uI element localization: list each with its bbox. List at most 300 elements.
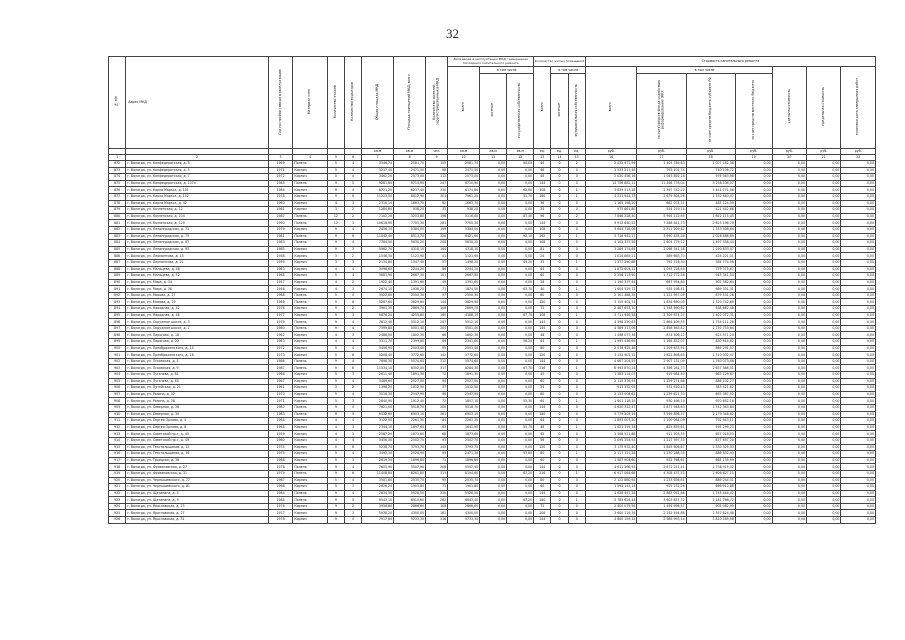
table-cell: 196 [426,213,448,220]
table-cell: 0,00 [735,484,772,491]
table-cell: 5512,10 [394,319,426,326]
table-row [109,385,876,392]
table-cell: 7705,30 [394,220,426,227]
table-cell: 216 [534,470,551,477]
table-cell: 0 [568,484,585,491]
table-cell: 0 [551,174,568,181]
table-cell: 0 [551,226,568,233]
table-cell: 595 299,73 [686,424,735,431]
table-cell: 1891,30 [394,372,426,379]
table-cell: 0,00 [772,517,806,524]
table-cell: 9 [327,404,344,411]
table-cell: 2527,00 [448,378,480,385]
table-cell: 0,00 [735,246,772,253]
table-cell: 1 [568,339,585,346]
table-cell: 0,00 [772,385,806,392]
table-cell: 873 [109,167,126,174]
address-cell: г. Вологда, ул. Северная, д. 26 [126,404,269,411]
table-cell: 36 [534,200,551,207]
table-cell: Кирпич [293,444,327,451]
table-cell: 9 [327,470,344,477]
table-cell: 2527,00 [394,378,426,385]
table-cell: 1970 [268,391,293,398]
table-row [109,378,876,385]
table-cell: 3 289 174,65 [585,246,637,253]
table-cell: 48 [534,424,551,431]
table-cell: 0,00 [735,193,772,200]
table-cell: 0,00 [735,312,772,319]
table-cell: 0 [551,306,568,313]
table-cell: 0,00 [480,312,507,319]
table-cell: 2471,50 [448,167,480,174]
table-cell: 1973 [268,352,293,359]
table-cell: 0 [568,372,585,379]
table-cell: 1498,20 [448,259,480,266]
table-cell: 0,00 [735,418,772,425]
table-cell: 95 [426,345,448,352]
table-cell: 926 [109,517,126,524]
table-cell: 2 625 198,79 [686,220,735,227]
address-cell: г. Вологда, ул. Мохова, д. 27 [126,292,269,299]
table-cell: 0,00 [807,490,841,497]
table-cell: 6910,60 [394,497,426,504]
table-cell: 0,00 [480,226,507,233]
table-cell: 0,00 [772,339,806,346]
table-cell: 0,00 [807,306,841,313]
table-cell: 3546,70 [362,161,394,168]
table-cell: 0,00 [772,345,806,352]
table-cell: 4 [344,226,361,233]
table-cell: 3 711 946,58 [585,312,637,319]
table-cell: 920 [109,477,126,484]
table-cell: 0,00 [807,180,841,187]
table-cell: 144 [534,180,551,187]
table-cell: 0,00 [807,378,841,385]
page-number: 32 [446,26,459,41]
table-cell: 0 [551,266,568,273]
table-cell: Кирпич [293,306,327,313]
table-cell: 180 [534,497,551,504]
table-cell: 0,00 [480,325,507,332]
table-cell: 0,00 [807,325,841,332]
table-cell: 46 [534,161,551,168]
table-cell: 5574,60 [448,358,480,365]
table-cell: 1 239 621,10 [637,391,686,398]
table-cell: 5733,30 [448,517,480,524]
table-cell: 0,00 [772,187,806,194]
table-cell: 5 [327,372,344,379]
table-cell: 9 [327,358,344,365]
table-cell: 3098,60 [362,266,394,273]
table-cell: 0,00 [772,418,806,425]
table-row [109,510,876,517]
table-cell: 4 [327,424,344,431]
table-cell: 901 [109,352,126,359]
address-cell: г. Вологда, ул. Ленинградская, д. 71 [126,226,269,233]
table-cell: 0,00 [735,503,772,510]
table-cell: 108 [426,503,448,510]
table-cell: 9 [327,464,344,471]
table-cell: 1 164 832,07 [637,339,686,346]
table-cell: 262 [426,497,448,504]
table-cell: 883 [109,233,126,240]
table-cell: 2 020 456,16 [585,174,637,181]
table-cell: 4 [344,418,361,425]
table-cell: Кирпич [293,510,327,517]
table-cell: 0,00 [735,279,772,286]
table-cell: 0,00 [507,167,534,174]
table-cell: 0 [568,378,585,385]
table-cell: 0,00 [841,418,876,425]
header-wall: Материал стен [293,57,327,149]
table-cell: 0,00 [735,477,772,484]
table-cell: 2 028 486,89 [686,233,735,240]
table-cell: 0,00 [507,266,534,273]
column-number-cell: 22 [841,155,876,161]
table-cell: 0,00 [772,200,806,207]
table-cell: 3 [327,207,344,214]
header-col-g: за счет средств бюджета субъекта РФ [686,74,735,149]
table-cell: Кирпич [293,457,327,464]
table-cell: 4 308 437,53 [637,470,686,477]
table-cell: 1 190 337,44 [585,279,637,286]
table-row [109,213,876,220]
table-cell: 1 742 363,84 [686,404,735,411]
table-cell: 144 [534,517,551,524]
table-row [109,372,876,379]
table-cell: 0,00 [807,207,841,214]
table-cell: 888 [109,266,126,273]
table-cell: 0 [551,391,568,398]
table-row [109,279,876,286]
address-cell: г. Вологда, ул. Советский пр-т, д. 45 [126,431,269,438]
table-cell: 1891,30 [448,372,480,379]
table-cell: 3518,30 [362,391,394,398]
table-cell: 0,00 [735,510,772,517]
table-cell: 1857,10 [448,398,480,405]
address-cell: г. Вологда, ул. Мохова, д. 29 [126,299,269,306]
table-cell: Кирпич [293,246,327,253]
table-cell: 1922,40 [362,279,394,286]
table-cell: 0,00 [735,174,772,181]
table-cell: 3 690 455,28 [637,233,686,240]
table-cell: 14 756 882,11 [585,180,637,187]
table-cell: 6 [344,193,361,200]
table-cell: 7917,60 [362,517,394,524]
table-cell: 96 [534,213,551,220]
address-cell: г. Вологда, ул. Козленская, д. 120 [126,220,269,227]
table-cell: 0,00 [480,339,507,346]
table-cell: 792 516,30 [637,259,686,266]
address-cell: г. Вологда, ул. Окружное шоссе, д. 7 [126,325,269,332]
table-cell: 0,00 [480,391,507,398]
table-cell: 2866,60 [394,503,426,510]
table-cell: 911 503,35 [637,431,686,438]
table-row [109,424,876,431]
table-cell: 9 [327,490,344,497]
table-cell: 0 [568,167,585,174]
table-cell: 6 [344,233,361,240]
table-cell: 9 [327,517,344,524]
table-cell: 905 082,99 [686,503,735,510]
table-row [109,358,876,365]
table-cell: 0,00 [772,437,806,444]
table-cell: 0,00 [807,240,841,247]
table-cell: 896 [109,319,126,326]
table-cell: 1969 [268,161,293,168]
table-cell: Кирпич [293,174,327,181]
table-cell: 0,00 [807,319,841,326]
table-cell: 3489,60 [362,378,394,385]
table-cell: 0 [551,418,568,425]
unit-cell: кв.м [480,149,507,155]
table-cell: 2 [568,213,585,220]
table-cell: 0,00 [735,167,772,174]
table-cell: 11 498 776,04 [637,180,686,187]
table-cell: 92,10 [507,233,534,240]
table-cell: 1974 [268,444,293,451]
table-cell: 0,00 [735,266,772,273]
address-cell: г. Вологда, ул. Карла Маркса, д. 42 [126,200,269,207]
table-cell: 0,00 [772,306,806,313]
table-cell: 682 074,11 [637,200,686,207]
table-cell: 0 [568,517,585,524]
table-cell: 5 [327,161,344,168]
address-cell: г. Вологда, ул. Щетинина, д. 9 [126,497,269,504]
header-cost-incl: в том числе [637,67,772,74]
column-number-cell: 21 [807,155,841,161]
table-cell: 0,00 [735,187,772,194]
table-cell: 0,00 [735,517,772,524]
table-cell: 0 [551,339,568,346]
table-row [109,398,876,405]
table-cell: 57,60 [507,451,534,458]
table-cell: 2 133 008,62 [585,391,637,398]
table-cell: 3 [344,246,361,253]
address-cell: г. Вологда, ул. Ленинградская, д. 95 [126,246,269,253]
table-cell: 0,00 [807,470,841,477]
table-cell: 0 [551,385,568,392]
table-cell: 7599,80 [362,325,394,332]
table-cell: 4 628 497,28 [585,490,637,497]
table-cell: 0,00 [735,332,772,339]
table-cell: 87,40 [507,213,534,220]
table-row [109,497,876,504]
table-cell: 0,00 [841,464,876,471]
table-cell: 72 [534,306,551,313]
table-cell: 1977 [268,312,293,319]
table-cell: 0 [551,187,568,194]
table-cell: 0,00 [841,437,876,444]
table-cell: 4 620 312,47 [585,404,637,411]
table-cell: 1 845 606,87 [637,444,686,451]
table-cell: 0 [568,391,585,398]
table-cell: 5208,40 [362,352,394,359]
column-number-cell: 6 [344,155,361,161]
table-cell: 0,00 [841,259,876,266]
table-cell: 0,00 [507,477,534,484]
table-cell: 1 027 182,36 [686,161,735,168]
table-cell: 1901,80 [394,484,426,491]
table-cell: 2667,50 [448,273,480,280]
table-cell: 874 506,12 [637,332,686,339]
table-cell: 56 [534,437,551,444]
header-floors: Количество этажей [327,57,344,149]
table-cell: 0,00 [480,286,507,293]
table-cell: Панель [293,325,327,332]
table-cell: 0 [551,358,568,365]
table-cell: 1873,60 [394,431,426,438]
table-cell: 1 [568,187,585,194]
table-cell: 5 [327,477,344,484]
table-cell: 1012,50 [394,385,426,392]
table-cell: 1961 [268,207,293,214]
table-cell: 4 [344,345,361,352]
table-cell: 2 679 304,26 [637,193,686,200]
table-row [109,332,876,339]
header-row-no: № п/п [109,57,126,149]
table-cell: 1 190 833,47 [686,246,735,253]
table-cell: 0 [551,325,568,332]
table-cell: 0,00 [772,378,806,385]
table-cell: Кирпич [293,378,327,385]
table-cell: 0,00 [807,352,841,359]
table-cell: 3 [344,259,361,266]
table-cell: 160 [534,193,551,200]
table-cell: 24 [534,385,551,392]
table-cell: 1 604 529,72 [585,286,637,293]
table-cell: 0,00 [772,451,806,458]
table-cell: 4 [327,279,344,286]
table-cell: 4 [327,418,344,425]
table-cell: 0,00 [807,510,841,517]
address-cell: г. Вологда, ул. Конфедератская, д. 3 [126,161,269,168]
table-cell: 943 341,54 [686,273,735,280]
table-cell: 0,00 [772,180,806,187]
table-cell: 0,00 [807,299,841,306]
table-cell: 0,00 [507,332,534,339]
table-cell: 1972 [268,345,293,352]
table-cell: 3456,90 [362,345,394,352]
table-cell: 663 129,67 [686,372,735,379]
table-cell: 1 320 742,69 [686,299,735,306]
table-cell: 2 608 627,15 [686,470,735,477]
table-cell: 0,00 [807,286,841,293]
table-cell: 9 [327,193,344,200]
table-cell: 1 [568,259,585,266]
table-cell: 657 018,53 [686,431,735,438]
table-cell: 0 [551,477,568,484]
table-cell: 893 387,52 [686,391,735,398]
address-cell: г. Вологда, ул. Народная, д. 46 [126,312,269,319]
table-cell: 916 [109,451,126,458]
table-cell: 230 [426,187,448,194]
table-cell: 0,00 [772,299,806,306]
table-cell: 6237,40 [394,187,426,194]
table-cell: 108 [534,312,551,319]
table-cell: 1802,30 [394,332,426,339]
table-cell: 162 [426,510,448,517]
table-cell: 2581,70 [448,161,480,168]
table-cell: 3122,50 [362,418,394,425]
table-cell: 0,00 [507,207,534,214]
table-cell: 120 [534,352,551,359]
table-cell: 1 498 077,36 [585,332,637,339]
table-row [109,220,876,227]
table-cell: 1962 [268,332,293,339]
table-cell: 2261,30 [448,418,480,425]
table-cell: 5528,50 [394,490,426,497]
table-cell: Панель [293,299,327,306]
table-cell: 7 288 441,73 [637,220,686,227]
table-cell: 1 [568,193,585,200]
table-cell: 0,00 [772,477,806,484]
table-cell: Кирпич [293,451,327,458]
table-cell: 5512,10 [448,319,480,326]
table-cell: 5 994 112,95 [637,213,686,220]
column-number-cell: 20 [772,155,806,161]
table-cell: 0 [551,259,568,266]
table-cell: 0,00 [807,398,841,405]
table-cell: 1121,90 [448,253,480,260]
address-cell: г. Вологда, ул. Козленская, д. 12 [126,207,269,214]
table-cell: 72 [426,398,448,405]
table-cell: 502 382,64 [686,279,735,286]
table-cell: 3 [344,200,361,207]
table-cell: 142 [426,352,448,359]
table-cell: 40 [534,286,551,293]
table-cell: 0 [551,279,568,286]
table-cell: 0,00 [735,431,772,438]
table-cell: 0,00 [772,352,806,359]
table-row [109,444,876,451]
table-cell: 1986 [268,358,293,365]
table-cell: 4 [344,187,361,194]
table-cell: 0 [551,484,568,491]
table-cell: 60 [534,378,551,385]
table-cell: 1012,50 [448,385,480,392]
table-cell: 0,00 [480,470,507,477]
table-cell: Кирпич [293,418,327,425]
table-cell: 4 [344,378,361,385]
table-cell: Кирпич [293,477,327,484]
table-cell: 0,00 [772,167,806,174]
address-cell: г. Вологда, ул. Карла Маркса, д. 101 [126,187,269,194]
address-cell: г. Вологда, ул. Мальцева, д. 48 [126,266,269,273]
table-cell: 0 [551,220,568,227]
table-cell: 0,00 [807,517,841,524]
table-cell: 1960 [268,437,293,444]
header-cost-total: всего [585,67,637,149]
table-cell: 9 [327,246,344,253]
table-cell: 0 [551,286,568,293]
table-cell: 793 102,74 [637,167,686,174]
table-cell: 670 652,16 [686,398,735,405]
table-cell: Кирпич [293,253,327,260]
table-cell: 0,00 [480,378,507,385]
column-number-cell: 3 [268,155,293,161]
table-cell: 0,00 [735,404,772,411]
table-cell: Панель [293,470,327,477]
table-cell: 0,00 [841,378,876,385]
table-cell: 1958 [268,253,293,260]
table-cell: 584 774,58 [686,259,735,266]
table-cell: 2 095 254,53 [585,437,637,444]
table-cell: 1978 [268,517,293,524]
table-cell: 0,00 [807,213,841,220]
table-cell: 2 101 488,35 [585,292,637,299]
table-cell: 2535,70 [394,477,426,484]
